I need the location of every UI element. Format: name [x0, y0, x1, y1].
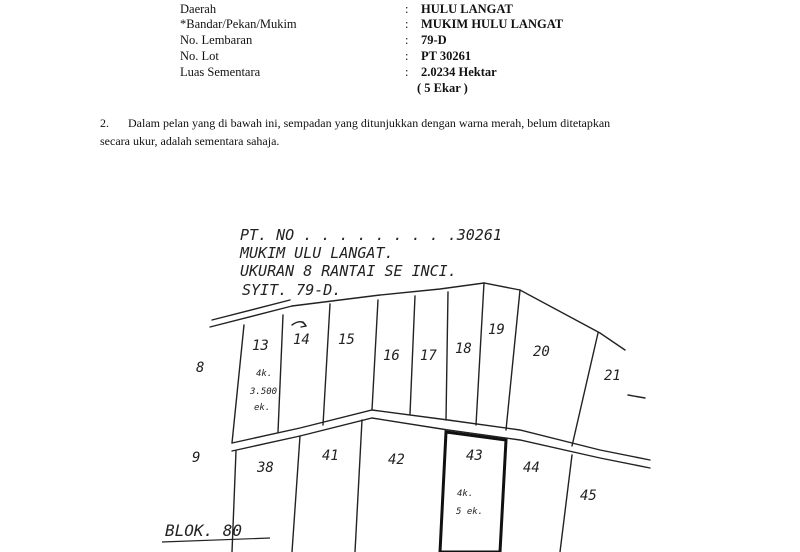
plan-sheet: SYIT. 79-D.: [242, 281, 342, 299]
plan-lot-number: PT. NO . . . . . . . . .30261: [240, 226, 502, 244]
info-colon: :: [405, 33, 409, 47]
lot-boundary: [323, 304, 330, 425]
lot-area-note: ek.: [254, 403, 271, 413]
road-edge: [232, 410, 650, 460]
info-colon: :: [405, 49, 409, 63]
lot-label: 17: [420, 348, 437, 364]
lot-label: 44: [523, 460, 540, 476]
lot-area-note: 3.500: [250, 387, 278, 397]
lot-label: 20: [533, 344, 550, 360]
lot-boundary: [372, 300, 378, 410]
lot-boundary: [560, 455, 572, 552]
road-edge: [210, 306, 292, 327]
lot-label: 41: [322, 448, 339, 464]
lot-label: 18: [455, 341, 472, 357]
plan-mukim: MUKIM ULU LANGAT.: [240, 244, 394, 262]
lot-area-note: 5 ek.: [456, 507, 484, 517]
lot-boundary: [572, 333, 598, 446]
lot-label: 14: [293, 332, 310, 348]
block-label: BLOK. 80: [165, 521, 243, 540]
info-value-ekar: ( 5 Ekar ): [417, 81, 468, 95]
lot-boundary: [476, 283, 484, 425]
info-label: Luas Sementara: [180, 65, 261, 79]
road-edge: [232, 418, 650, 468]
info-value: MUKIM HULU LANGAT: [421, 17, 564, 31]
info-label: No. Lembaran: [180, 33, 253, 47]
info-colon: :: [405, 65, 409, 79]
info-value: 2.0234 Hektar: [421, 65, 497, 79]
lot-boundary: [292, 436, 300, 552]
paragraph-line: Dalam pelan yang di bawah ini, sempadan yang ditunjukkan dengan warna merah, belum ditetapkan: [128, 116, 611, 130]
lot-label: 42: [388, 452, 405, 468]
lot-boundary: [278, 315, 283, 432]
lot-area-note: 4k.: [256, 369, 273, 379]
info-label: *Bandar/Pekan/Mukim: [180, 17, 297, 31]
lot-label: 15: [338, 332, 355, 348]
lot-area-note: 4k.: [457, 489, 474, 499]
info-colon: :: [405, 17, 409, 31]
lot-label: 38: [257, 460, 274, 476]
lot-label: 9: [192, 450, 201, 466]
lot-label: 21: [604, 368, 621, 384]
lot-boundary: [232, 325, 244, 443]
info-value: PT 30261: [421, 49, 472, 63]
lot-boundary: [355, 420, 362, 552]
paragraph-line: secara ukur, adalah sementara sahaja.: [100, 134, 280, 148]
lot-label: 13: [252, 338, 269, 354]
info-label: No. Lot: [180, 49, 219, 63]
lot-boundary: [628, 395, 645, 398]
lot-boundary: [506, 290, 520, 430]
lot-boundary: [410, 296, 415, 414]
plan-scale: UKURAN 8 RANTAI SE INCI.: [240, 262, 457, 280]
info-label: Daerah: [180, 2, 217, 16]
lot-label: 8: [196, 360, 205, 376]
lot-label: 19: [488, 322, 505, 338]
lot-label: 16: [383, 348, 400, 364]
info-value: HULU LANGAT: [421, 2, 513, 16]
paragraph-number: 2.: [100, 116, 109, 130]
arrow-head: [301, 322, 306, 327]
lot-boundary: [446, 292, 448, 420]
info-colon: :: [405, 2, 409, 16]
info-value: 79-D: [421, 33, 447, 47]
lot-label: 43: [466, 448, 483, 464]
lot-label: 45: [580, 488, 597, 504]
